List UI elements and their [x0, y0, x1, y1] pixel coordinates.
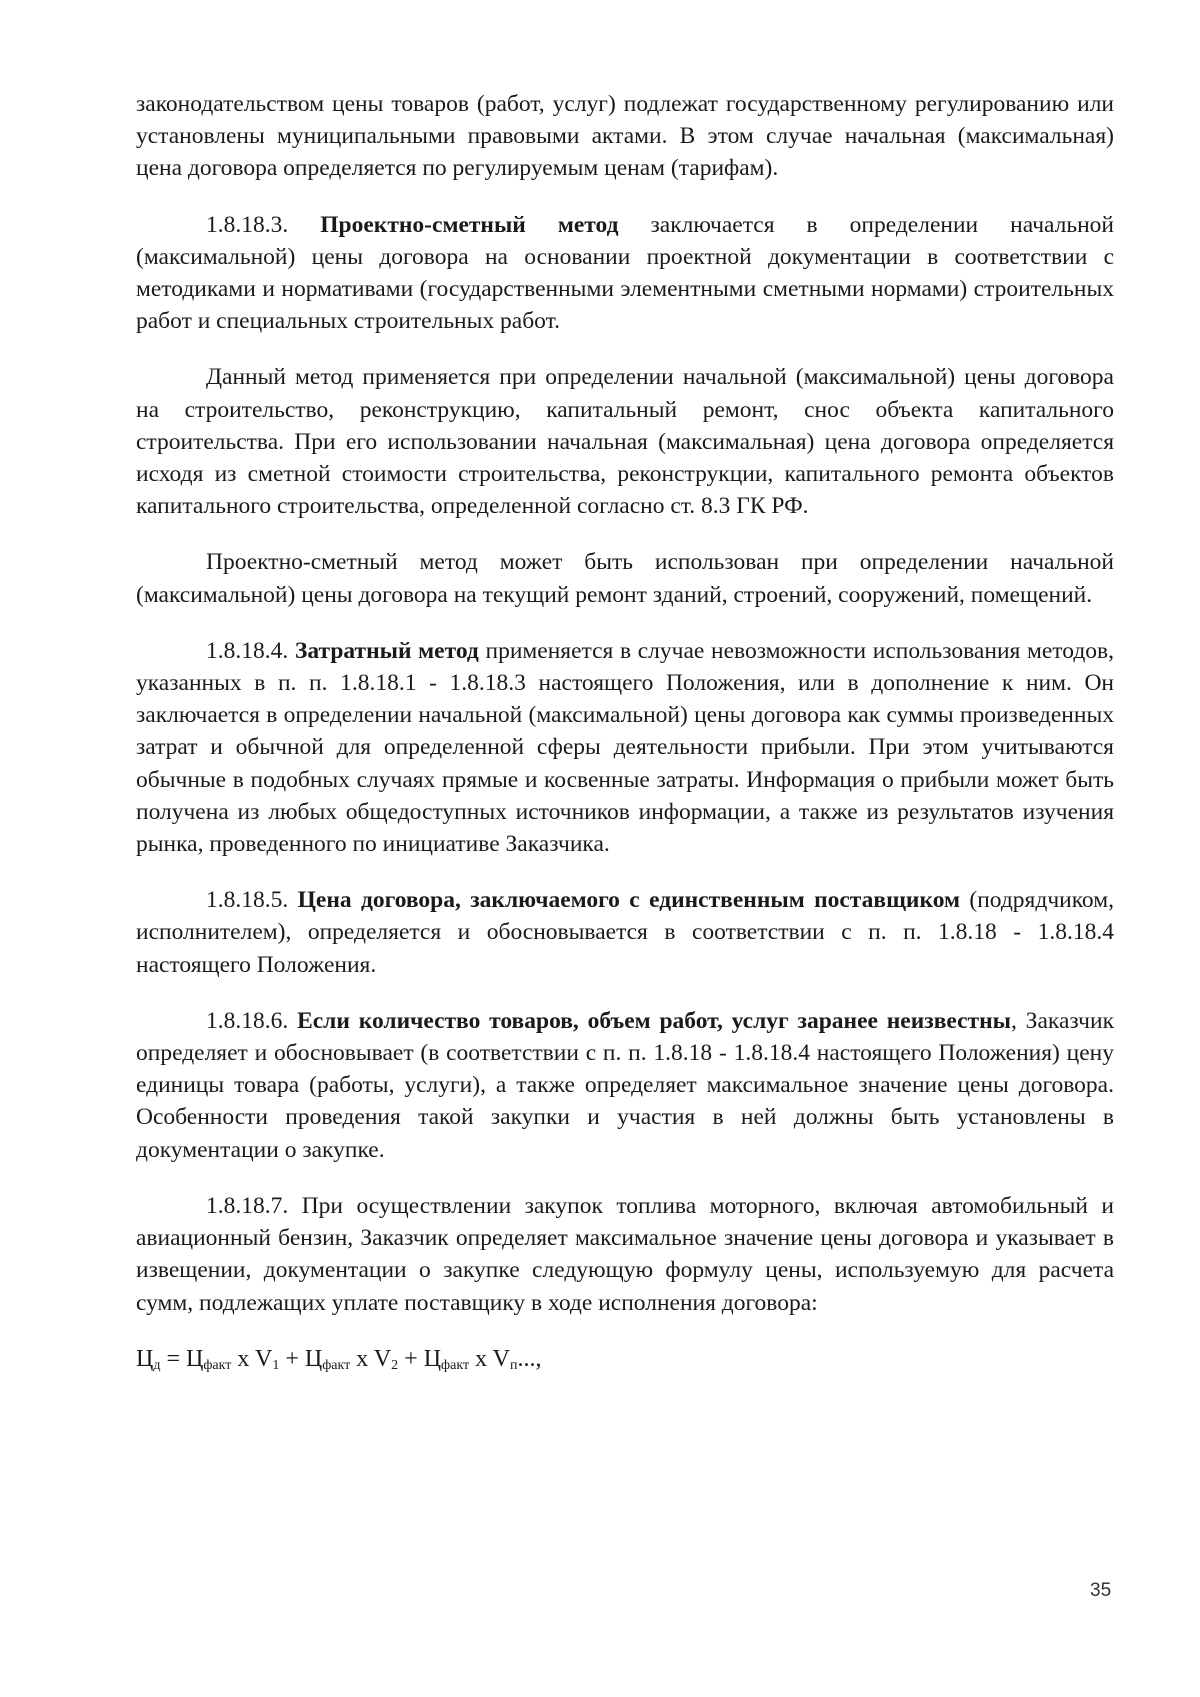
paragraph-text: 1.8.18.4.	[206, 637, 295, 664]
paragraph-list	[136, 88, 1114, 1319]
formula-symbol: Ц	[186, 1345, 204, 1372]
paragraph	[136, 1005, 1114, 1166]
bold-term: Если количество товаров, объем работ, услуг заранее неизвестны	[297, 1007, 1011, 1034]
formula-sub-fact: факт	[441, 1357, 470, 1373]
paragraph-text: Данный метод применяется при определении начальной (максимальной) цены договора на строительство, реконструкцию, капитальный ремонт, снос объекта капитального строительства. При его использовании начальная (максимальная) цена договора определяется исходя из сметной стоимости строительства, реконструкции, капитального ремонта объектов капитального строительства, определенной согласно ст. 8.3 ГК РФ.	[136, 364, 1114, 520]
formula-eq: =	[160, 1345, 187, 1372]
paragraph	[136, 884, 1114, 981]
document-body	[136, 88, 1114, 1382]
formula-sub-fact: факт	[322, 1357, 351, 1373]
paragraph	[136, 635, 1114, 860]
paragraph-text: Проектно-сметный метод может быть использован при определении начальной (максимальной) цены договора на текущий ремонт зданий, строений, сооружений, помещений.	[136, 549, 1114, 608]
formula-times: x	[231, 1345, 255, 1372]
formula-times: x	[469, 1345, 493, 1372]
formula-sub-1: 1	[272, 1357, 280, 1373]
formula-plus: +	[279, 1345, 305, 1372]
formula-var: V	[373, 1345, 392, 1372]
formula-tail: ...,	[517, 1345, 542, 1372]
formula-symbol: Ц	[423, 1345, 442, 1372]
paragraph-text: , Заказчик определяет и обосновывает (в соответствии с п. п. 1.8.18 - 1.8.18.4 настоящего Положения) цену единицы товара (работы, услуги), а также определяет максимальное значение цены договора. Особенности проведения такой закупки и участия в ней должны быть установлены в документации о закупке.	[136, 1007, 1114, 1163]
formula-symbol: Ц	[136, 1345, 154, 1372]
paragraph	[136, 546, 1114, 610]
paragraph-text: законодательством цены товаров (работ, услуг) подлежат государственному регулированию или установлены муниципальными правовыми актами. В этом случае начальная (максимальная) цена договора определяется по регулируемым ценам (тарифам).	[136, 91, 1114, 182]
formula-sub-result: д	[153, 1357, 161, 1373]
formula-var: V	[492, 1345, 510, 1372]
paragraph-text: 1.8.18.3.	[206, 211, 321, 238]
formula-var: V	[254, 1345, 273, 1372]
price-formula	[136, 1343, 1114, 1382]
paragraph-text: 1.8.18.5.	[206, 887, 298, 914]
paragraph-text: 1.8.18.7. При осуществлении закупок топлива моторного, включая автомобильный и авиационный бензин, Заказчик определяет максимальное значение цены договора и указывает в извещении, документации о закупке следующую формулу цены, используемую для расчета сумм, подлежащих уплате поставщику в ходе исполнения договора:	[136, 1192, 1114, 1316]
formula-sub-fact: факт	[203, 1357, 232, 1373]
formula-sub-2: 2	[391, 1357, 399, 1373]
paragraph-text: применяется в случае невозможности использования методов, указанных в п. п. 1.8.18.1 - 1.8.18.3 настоящего Положения, или в дополнение к ним. Он заключается в определении начальной (максимальной) цены договора как суммы произведенных затрат и обычной для определенной сферы деятельности прибыли. При этом учитываются обычные в подобных случаях прямые и косвенные затраты. Информация о прибыли может быть получена из любых общедоступных источников информации, а также из результатов изучения рынка, проведенного по инициативе Заказчика.	[136, 637, 1115, 858]
paragraph	[136, 361, 1114, 522]
bold-term: Проектно-сметный метод	[320, 211, 619, 238]
paragraph-text: заключается в определении начальной (максимальной) цены договора на основании проектной документации в соответствии с методиками и нормативами (государственными элементными сметными нормами) строительных работ и специальных строительных работ.	[136, 211, 1115, 335]
paragraph-text: 1.8.18.6.	[206, 1007, 298, 1034]
formula-sub-n: п	[510, 1357, 518, 1373]
formula-plus: +	[398, 1345, 424, 1372]
page-number: 35	[1090, 1580, 1112, 1601]
formula-symbol: Ц	[304, 1345, 323, 1372]
bold-term: Затратный метод	[294, 637, 479, 664]
bold-term: Цена договора, заключаемого с единственным поставщиком	[297, 887, 960, 914]
paragraph	[136, 1190, 1114, 1319]
formula-times: x	[350, 1345, 374, 1372]
paragraph	[136, 209, 1114, 338]
paragraph-text: (подрядчиком, исполнителем), определяется и обосновывается в соответствии с п. п. 1.8.18 - 1.8.18.4 настоящего Положения.	[136, 887, 1114, 978]
paragraph	[136, 88, 1114, 185]
